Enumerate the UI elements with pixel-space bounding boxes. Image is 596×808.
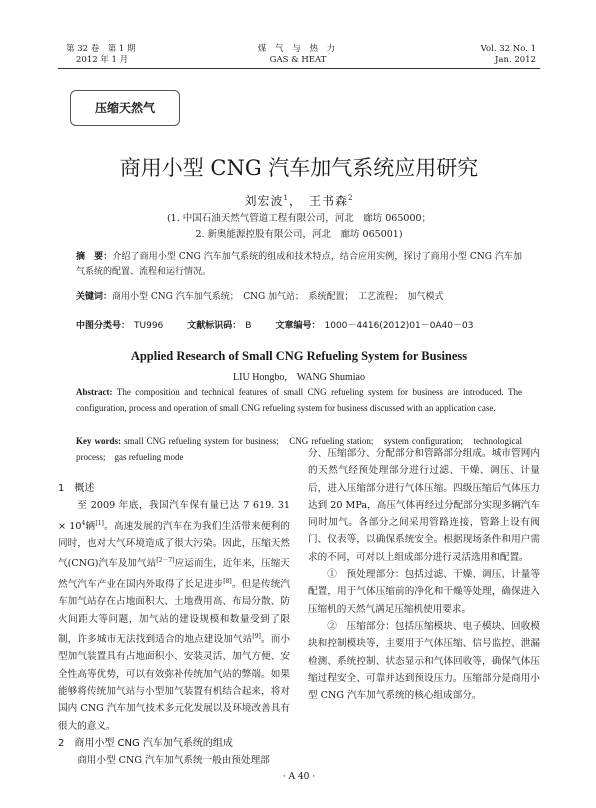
keywords-cn	[76, 290, 522, 305]
paper-title-cn: 商用小型 CNG 汽车加气系统应用研究	[119, 156, 479, 180]
abstract-en	[76, 385, 522, 416]
running-header-right	[440, 44, 536, 66]
running-header-center	[236, 44, 360, 66]
volume-issue: 第 32 卷 第 1 期	[66, 44, 136, 54]
p1-text-c: 。高速发展的汽车在为我们生活带来便利的同时，也对大气环境造成了很大污染。因此，压缩天然气(CNG)汽车及加气站	[58, 520, 291, 570]
keywords-cn-label: 关键词：	[76, 292, 113, 302]
keywords-en-text: small CNG refueling system for business; CNG refueling station; system configuration; technological process; gas refueling mode	[76, 436, 523, 462]
right-paragraph-2: ① 预处理部分：包括过滤、干燥、调压、计量等配置，用于气体压缩前的净化和干燥等处理，确保进入压缩机的天然气满足压缩机使用要求。	[308, 569, 540, 615]
body-right-column	[308, 445, 540, 704]
authors-cn	[58, 192, 540, 209]
p1-text-f: 。而小型加气装置具有占地面积小、安装灵活、加气方便、安全性高等优势，可以有效弥补传统加气站的弊端。如果能够将传统加气站与小型加气装置有机结合起来，将对国内 CNG 汽车加气技术多元化发展以及环境改善具有很大的意义。	[58, 634, 291, 732]
publication-date-en: Jan. 2012	[495, 55, 536, 65]
keywords-en-label: Key words:	[76, 436, 122, 446]
column-tag-label: 压缩天然气	[94, 101, 155, 115]
article-no-label: 文章编号：	[275, 321, 321, 331]
body-left-column	[58, 480, 290, 770]
p1-citation-3: [8]	[223, 577, 232, 585]
classification-line	[76, 318, 522, 331]
p1-text-b: 辆	[85, 520, 96, 532]
volume-issue-en: Vol. 32 No. 1	[480, 44, 536, 54]
keywords-cn-text: 商用小型 CNG 汽车加气系统； CNG 加气站； 系统配置； 工艺流程； 加气模式	[112, 292, 444, 302]
author-1-affil: 1	[283, 194, 289, 202]
p1-sup-1: 4	[81, 519, 86, 527]
running-header-left	[66, 44, 206, 66]
p1-citation-4: [9]	[252, 632, 261, 640]
authors-en: LIU Hongbo, WANG Shumiao	[233, 372, 365, 383]
abstract-en-text: The composition and technical features of small CNG refueling system for business are introduced. The configuration, process and operation of small CNG refueling system for business discussed with an application case.	[76, 387, 523, 413]
abstract-cn-text: 介绍了商用小型 CNG 汽车加气系统的组成和技术特点，结合应用实例，探讨了商用小型 CNG 汽车加气系统的配置、流程和运行情况。	[76, 252, 522, 277]
doc-code-value: B	[245, 321, 252, 331]
publication-date-cn: 2012 年 1 月	[76, 55, 129, 65]
p1-text-d: 应运而生，近年来，压缩天然气汽车产业在国内外取得了长足进步	[58, 558, 291, 591]
affiliation-1: (1. 中国石油天然气管道工程有限公司，河北 廊坊 065000；	[166, 213, 432, 224]
affiliation-2: 2. 新奥能源控股有限公司，河北 廊坊 065001)	[195, 229, 403, 240]
author-1: 刘宏波	[244, 194, 284, 208]
clc-value: TU996	[134, 321, 164, 331]
clc-label: 中图分类号：	[76, 321, 131, 331]
journal-name-en: GAS & HEAT	[269, 55, 327, 65]
p1-text-e: 。但是传统汽车加气站存在占地面积大、土地费用高、布局分散、防火间距大等问题，加气站的建设规模和数量受到了限制，许多城市无法找到适合的地点建设加气站	[58, 579, 291, 646]
paper-title-en: Applied Research of Small CNG Refueling System for Business	[130, 349, 468, 363]
section-2-paragraph-start: 商用小型 CNG 汽车加气系统一般由预处理部	[77, 755, 270, 767]
abstract-cn	[76, 250, 522, 280]
journal-name-cn: 煤 气 与 热 力	[257, 44, 339, 54]
section-1-heading: 1 概述	[58, 483, 95, 494]
page-number: · A 40 ·	[282, 772, 316, 782]
right-paragraph-3: ② 压缩部分：包括压缩模块、电子模块、回收模块和控制模块等，主要用于气体压缩、信号监控、泄漏检测、系统控制、状态显示和气体回收等，确保气体压缩过程安全、可靠并达到预设压力。压缩部分是商用小型 CNG 汽车加气系统的核心组成部分。	[308, 620, 540, 702]
author-2-affil: 2	[348, 194, 354, 202]
section-1-paragraph	[58, 497, 290, 735]
right-paragraph-1: 分、压缩部分、分配部分和管路部分组成。城市管网内的天然气经预处理部分进行过滤、干燥、调压、计量后，进入压缩部分进行气体压缩。四级压缩后气体压力达到 20 MPa，高压气体再经过分配部分实现多辆汽车同时加气。各部分之间采用管路连接，管路上设有阀门、仪表等，以确保系统安全。根据现场条件和用户需求的不同，可对以上组成部分进行灵活选用和配置。	[308, 448, 540, 563]
article-no-value: 1000－4416(2012)01－0A40－03	[324, 321, 474, 331]
p1-text-a: 至 2009 年底，我国汽车保有量已达 7 619. 31 × 10	[58, 500, 290, 532]
section-2-heading: 2 商用小型 CNG 汽车加气系统的组成	[58, 737, 233, 749]
p1-citation-1: [1]	[95, 519, 104, 527]
author-2: 王书森	[309, 194, 349, 208]
author-separator: ，	[288, 194, 309, 208]
column-tag-box	[70, 90, 180, 126]
abstract-en-label: Abstract:	[76, 387, 113, 397]
abstract-cn-label: 摘 要：	[76, 252, 113, 262]
doc-code-label: 文献标识码：	[187, 321, 242, 331]
p1-citation-2: [2－7]	[156, 557, 175, 565]
header-rule	[58, 68, 540, 69]
